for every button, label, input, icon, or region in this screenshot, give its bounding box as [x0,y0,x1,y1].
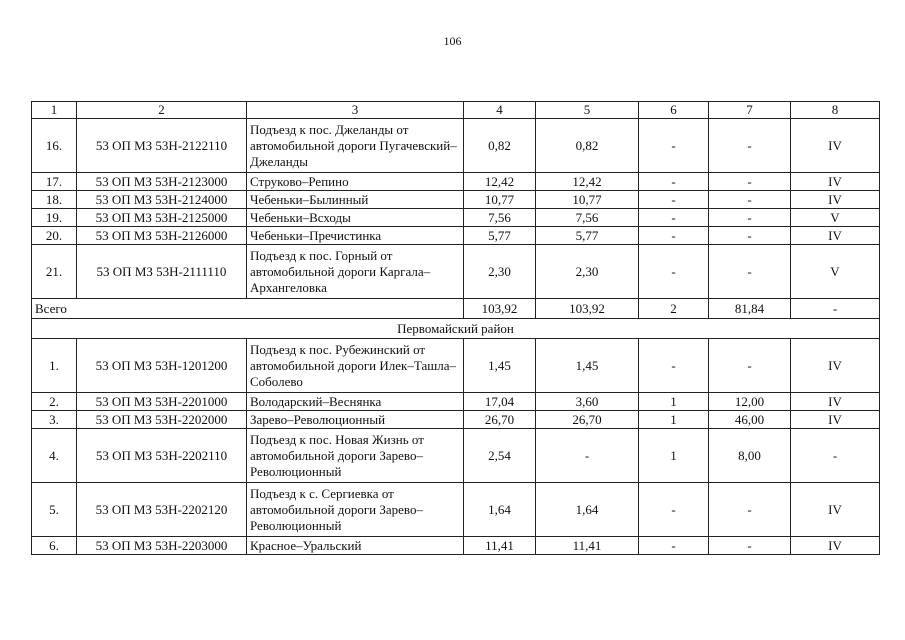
cell-col8: IV [791,227,880,245]
road-code: 53 ОП МЗ 53Н-2201000 [77,393,247,411]
row-number: 20. [32,227,77,245]
total-col8: - [791,299,880,319]
cell-col5: 0,82 [536,119,639,173]
cell-col6: - [639,483,709,537]
road-code: 53 ОП МЗ 53Н-2126000 [77,227,247,245]
row-number: 1. [32,339,77,393]
cell-col7: - [709,119,791,173]
table-row [32,209,880,227]
cell-col8: IV [791,173,880,191]
total-col4: 103,92 [464,299,536,319]
table-row [32,339,880,393]
total-row [32,299,880,319]
cell-col7: 46,00 [709,411,791,429]
row-number: 4. [32,429,77,483]
cell-col7: - [709,173,791,191]
row-number: 18. [32,191,77,209]
column-header: 5 [536,102,639,119]
cell-col7: 8,00 [709,429,791,483]
column-number-row [32,102,880,119]
cell-col7: - [709,191,791,209]
column-header: 2 [77,102,247,119]
road-name: Володарский–Веснянка [247,393,464,411]
road-name: Чебеньки–Всходы [247,209,464,227]
column-header: 4 [464,102,536,119]
road-name: Чебеньки–Пречистинка [247,227,464,245]
cell-col4: 1,45 [464,339,536,393]
table-row [32,393,880,411]
cell-col8: IV [791,339,880,393]
road-code: 53 ОП МЗ 53Н-2123000 [77,173,247,191]
cell-col5: 10,77 [536,191,639,209]
road-name: Зарево–Революционный [247,411,464,429]
roads-table [31,101,880,555]
road-name: Подъезд к пос. Новая Жизнь от автомобильной дороги Зарево–Революционный [247,429,464,483]
row-number: 6. [32,537,77,555]
table-row [32,191,880,209]
cell-col5: 3,60 [536,393,639,411]
road-name: Подъезд к с. Сергиевка от автомобильной дороги Зарево–Революционный [247,483,464,537]
cell-col6: - [639,191,709,209]
cell-col8: IV [791,191,880,209]
row-number: 21. [32,245,77,299]
cell-col8: IV [791,537,880,555]
table-row [32,429,880,483]
table-row [32,411,880,429]
cell-col4: 2,54 [464,429,536,483]
road-name: Подъезд к пос. Горный от автомобильной дороги Каргала–Архангеловка [247,245,464,299]
cell-col4: 2,30 [464,245,536,299]
cell-col5: - [536,429,639,483]
cell-col8: IV [791,393,880,411]
cell-col5: 2,30 [536,245,639,299]
total-col5: 103,92 [536,299,639,319]
road-code: 53 ОП МЗ 53Н-2203000 [77,537,247,555]
cell-col4: 17,04 [464,393,536,411]
page-number: 106 [443,34,462,48]
cell-col7: - [709,537,791,555]
cell-col7: - [709,227,791,245]
cell-col4: 0,82 [464,119,536,173]
road-name: Подъезд к пос. Джеланды от автомобильной дороги Пугачевский–Джеланды [247,119,464,173]
table-row [32,537,880,555]
district-header-row [32,319,880,339]
road-name: Красное–Уральский [247,537,464,555]
cell-col7: - [709,483,791,537]
cell-col5: 1,64 [536,483,639,537]
table-row [32,245,880,299]
road-code: 53 ОП МЗ 53Н-2202110 [77,429,247,483]
table-row [32,483,880,537]
district-title: Первомайский район [32,319,880,339]
cell-col6: - [639,227,709,245]
cell-col6: - [639,173,709,191]
road-name: Струково–Репино [247,173,464,191]
column-header: 1 [32,102,77,119]
cell-col6: - [639,209,709,227]
cell-col6: 1 [639,411,709,429]
total-col7: 81,84 [709,299,791,319]
cell-col8: IV [791,119,880,173]
row-number: 16. [32,119,77,173]
cell-col8: V [791,209,880,227]
cell-col4: 10,77 [464,191,536,209]
cell-col6: - [639,245,709,299]
road-code: 53 ОП МЗ 53Н-1201200 [77,339,247,393]
row-number: 2. [32,393,77,411]
cell-col5: 1,45 [536,339,639,393]
road-code: 53 ОП МЗ 53Н-2111110 [77,245,247,299]
row-number: 3. [32,411,77,429]
road-name: Подъезд к пос. Рубежинский от автомобильной дороги Илек–Ташла–Соболево [247,339,464,393]
cell-col6: - [639,119,709,173]
cell-col6: 1 [639,429,709,483]
cell-col4: 12,42 [464,173,536,191]
row-number: 19. [32,209,77,227]
cell-col8: V [791,245,880,299]
cell-col6: - [639,537,709,555]
road-code: 53 ОП МЗ 53Н-2122110 [77,119,247,173]
column-header: 8 [791,102,880,119]
cell-col4: 5,77 [464,227,536,245]
road-code: 53 ОП МЗ 53Н-2202000 [77,411,247,429]
cell-col5: 26,70 [536,411,639,429]
table-row [32,227,880,245]
cell-col8: IV [791,411,880,429]
cell-col5: 5,77 [536,227,639,245]
table-row [32,119,880,173]
road-code: 53 ОП МЗ 53Н-2124000 [77,191,247,209]
road-code: 53 ОП МЗ 53Н-2202120 [77,483,247,537]
cell-col7: - [709,245,791,299]
cell-col6: - [639,339,709,393]
column-header: 3 [247,102,464,119]
cell-col5: 7,56 [536,209,639,227]
cell-col6: 1 [639,393,709,411]
table-row [32,173,880,191]
cell-col7: 12,00 [709,393,791,411]
cell-col4: 7,56 [464,209,536,227]
cell-col8: - [791,429,880,483]
road-code: 53 ОП МЗ 53Н-2125000 [77,209,247,227]
column-header: 7 [709,102,791,119]
cell-col5: 12,42 [536,173,639,191]
cell-col7: - [709,339,791,393]
cell-col4: 1,64 [464,483,536,537]
column-header: 6 [639,102,709,119]
cell-col7: - [709,209,791,227]
row-number: 5. [32,483,77,537]
total-label: Всего [32,299,464,319]
cell-col5: 11,41 [536,537,639,555]
cell-col4: 26,70 [464,411,536,429]
cell-col4: 11,41 [464,537,536,555]
row-number: 17. [32,173,77,191]
road-name: Чебеньки–Былинный [247,191,464,209]
cell-col8: IV [791,483,880,537]
total-col6: 2 [639,299,709,319]
